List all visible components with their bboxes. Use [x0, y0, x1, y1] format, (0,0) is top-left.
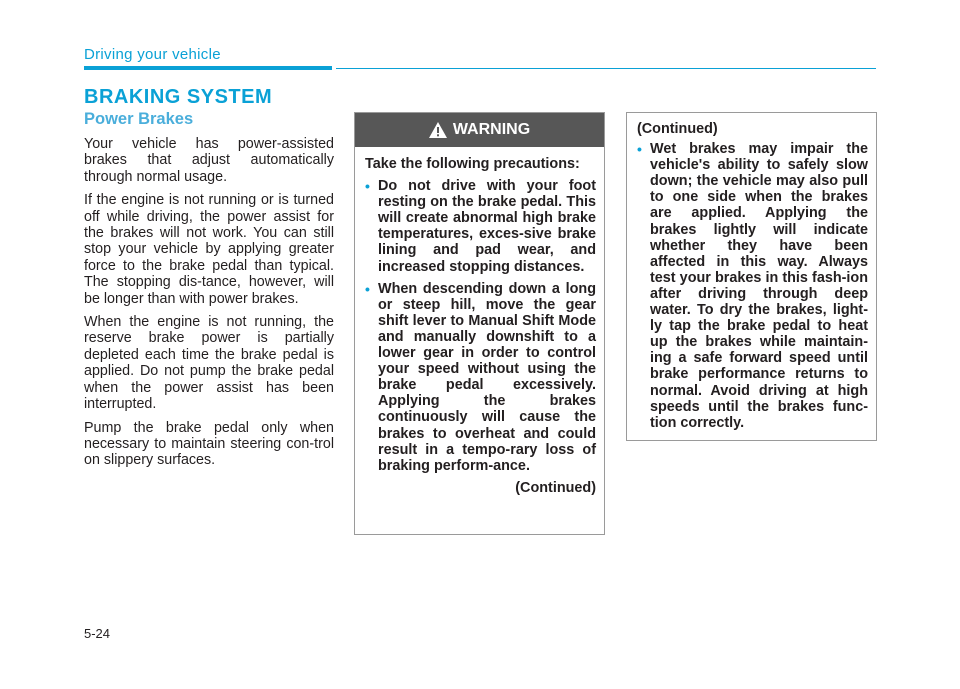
body-paragraph: When the engine is not running, the reserve brake power is partially depleted each time the brake pedal is applied. Do not pump the brake pedal when the power assist has been interrupted. [84, 314, 334, 413]
header-rule-thick [84, 66, 332, 70]
list-item-text: Do not drive with your foot resting on the brake pedal. This will create abnormal high brake temperatures, exces-sive brake lining and pad wear, and increased stopping distances. [378, 178, 596, 275]
chapter-title: BRAKING SYSTEM [84, 86, 273, 108]
warning-box [354, 112, 605, 535]
warning-triangle-icon [429, 122, 447, 138]
body-paragraph: Your vehicle has power-assisted brakes that adjust automatically through normal usage. [84, 136, 334, 185]
body-paragraph: Pump the brake pedal only when necessary to maintain steering con-trol on slippery surfaces. [84, 419, 334, 469]
page-number: 5-24 [84, 626, 111, 641]
continued-content [627, 113, 876, 431]
warning-content [355, 147, 604, 496]
list-item-text: When descending down a long or steep hill, move the gear shift lever to Manual Shift Mode and manually downshift to a lower gear in order to control your speed without using the brake pedal excessively. Applying the brakes continuously will cause the brakes to overheat and could result in a tempo-rary loss of braking perform-ance. [378, 280, 596, 474]
warning-list [365, 178, 596, 474]
warning-header [355, 113, 604, 147]
warning-intro: Take the following precautions: [365, 156, 580, 172]
bullet-icon: • [365, 178, 370, 195]
bullet-icon: • [637, 141, 642, 158]
list-item [365, 178, 596, 275]
bullet-icon: • [365, 280, 370, 297]
continued-warning-box [626, 112, 877, 441]
list-item [637, 141, 868, 431]
section-label: Driving your vehicle [84, 46, 221, 63]
list-item-text: Wet brakes may impair the vehicle's ability to safely slow down; the vehicle may also pull to one side when the brakes are applied. Applying the brakes lightly will indicate whether they have been affected in this way. Always test your brakes in this fash-ion after driving through deep water. To dry the brakes, light-ly tap the brake pedal to heat up the brakes while maintain-ing a safe forward speed until brake performance returns to normal. Avoid driving at high speeds until the brakes func-tion correctly. [650, 141, 868, 431]
list-item [365, 281, 596, 474]
continued-intro: (Continued) [637, 121, 718, 137]
continued-label: (Continued) [515, 479, 596, 496]
body-text-column [84, 136, 334, 476]
section-subtitle: Power Brakes [84, 110, 194, 128]
header-rule-thin [336, 68, 876, 69]
warning-label: WARNING [452, 121, 531, 138]
continued-list [637, 141, 868, 431]
body-paragraph: If the engine is not running or is turned off while driving, the power assist for the brakes will not work. You can still stop your vehicle by applying greater force to the brake pedal than typical. The stopping dis-tance, however, will be longer than with power brakes. [84, 192, 334, 307]
